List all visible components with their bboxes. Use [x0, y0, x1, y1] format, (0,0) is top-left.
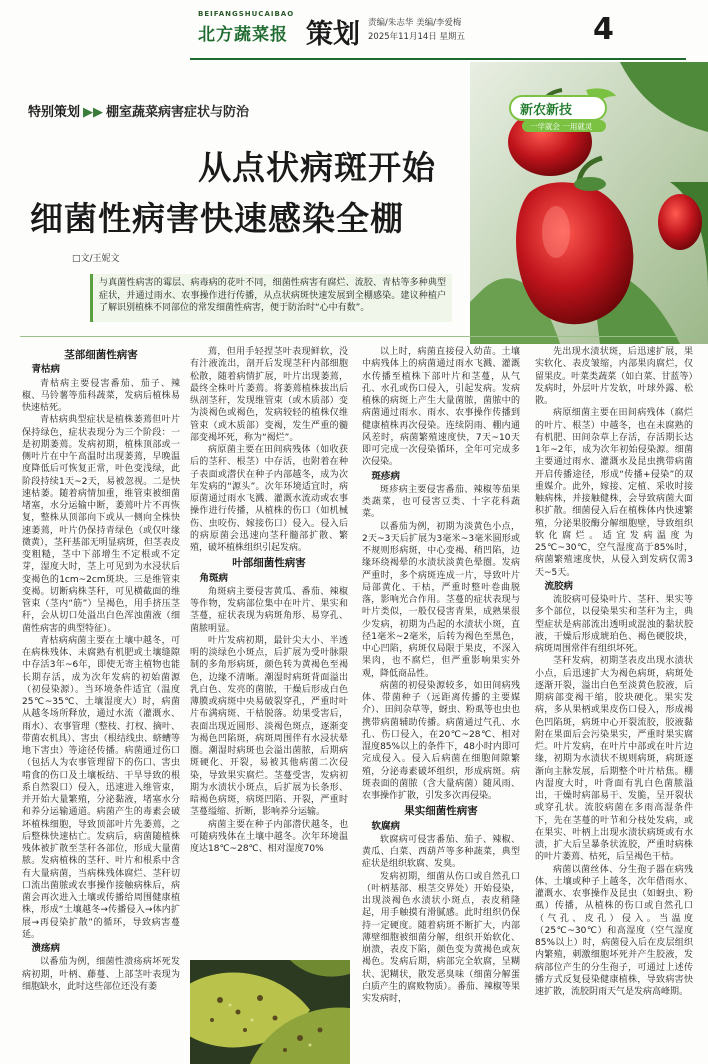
paragraph: 以番茄为例，细菌性溃疡病坏死发病初期，叶柄、藤蔓、上部茎叶表现为细胞缺水，此时这些部位还没有萎: [22, 957, 180, 992]
special-topic-label: [28, 101, 249, 120]
paragraph: 病菌以菌丝体、分生孢子器在病残体、土壤或种子上越冬，次年借雨水、灌溉水、农事操作及昆虫（如蚜虫、粉虱）传播，从植株的伤口或自然孔口（气孔、皮孔）侵入。当温度（25℃~30℃）和高湿度（空气湿度85%以上）时，病菌侵入后在皮层组织内繁殖，刺激细胞坏死并产生胶液，发病部位产生的分生孢子，可通过上述传播方式反复侵染健康植株，导致病害快速扩散，流胶阴雨天气是发病高峰期。: [535, 864, 693, 997]
section-name: 策划: [306, 19, 360, 50]
new-tech-badge: [508, 86, 620, 134]
paragraph: 青枯病主要侵害番茄、茄子、辣椒、马铃薯等茄科蔬菜，发病后植株易快速枯死。: [22, 378, 180, 413]
badge-title: 新农新技: [520, 103, 573, 118]
logo-pinyin: BEIFANGSHUCAIBAO: [198, 10, 295, 18]
subhead-kuiyang: 溃疡病: [31, 943, 61, 954]
paragraph: 先出现水渍状斑，后迅速扩展，果实软化、表皮皱缩，内部果肉腐烂，仅留果皮。叶菜类蔬菜（如白菜、甘蓝等）发病时，外层叶片发软，叶球外露、松散。: [535, 347, 693, 406]
paragraph: 蔫，但用手轻捏茎叶表现鲜软，没有汁液流出，剖开后发现茎秆内部细胞松散，随着病情扩展，叶片出现萎蔫，最终全株叶片萎蔫。将萎蔫植株拔出后纵剖茎秆，发现维管束（或木质部）变为淡褐色或褐色，发病较轻的植株仅维管束（或木质部）变褐，发生严重的髓部变褐坏死，称为“褐烂”。: [190, 347, 348, 443]
paragraph: 青枯病病菌主要在土壤中越冬，可在病株残体、未腐熟有机肥或土壤缝隙中存活3年~6年，即使无寄主植物也能长期存活，成为次年发病的初始菌源（初侵染源）。当环境条件适宜（温度25℃~35℃、土壤湿度大）时，病菌从越冬场所释放，通过水流（灌溉水、雨水）、农事管理（整枝、打杈、摘叶、带菌农机具）、害虫（根结线虫、蛴螬等地下害虫）等途径传播。病菌通过伤口（包括人为农事管理留下的伤口、害虫啃食的伤口及土壤板结、干旱导致的根系自然裂口）侵入，迅速进入维管束，并开始大量繁殖，分泌黏液，堵塞水分和养分运输通道。病菌产生的毒素会破坏植株细胞，导致顶部叶片先萎蔫，之后整株快速枯亡。发病后，病菌随植株残体被扩散至茎秆各部位，形成大量菌脓。发病植株的茎秆、叶片和根系中含有大量病菌，当病株残体腐烂、茎秆切口流出菌脓或农事操作接触病株后，病菌会再次进入土壤或传播给周围健康植株，形成“土壤越冬→传播侵入→体内扩展→再侵染扩散”的循环，导致病害蔓延。: [22, 635, 180, 940]
paragraph: 茎秆发病，初期茎表皮出现水渍状小点，后迅速扩大为褐色病斑，病斑处逐渐开裂，溢出白色至淡黄色胶液，后期病部变褐干缩，胶块硬化。果实发病，多从果柄或果皮伤口侵入，形成褐色凹陷斑，病斑中心开裂流胶，胶液黏附在果面后会污染果实，严重时果实腐烂。叶片发病，在叶片中部或在叶片边缘，初期为水渍状不规则病斑，病斑逐渐向主脉发展，后期整个叶片枯焦。棚内湿度大时，叶背面有乳白色菌脓溢出，干燥时病部易干、发脆，呈开裂状或穿孔状。流胶病菌在多雨高湿条件下，先在茎蔓的叶节和分枝处发病，或在果实、叶柄上出现水渍状病斑或有水渍，扩大后呈暴条状流胶，严重时病株的叶片萎蔫、枯死，后呈褐色干枯。: [535, 656, 693, 863]
subhead-qingku: 青枯病: [31, 364, 61, 376]
paragraph: 病菌的初侵染源较多，如田间病残体、带菌种子（远距离传播的主要媒介）、田间杂草等，蚜虫、粉虱等也虫也携带病菌辅助传播。病菌通过气孔、水孔、伤口侵入，在20℃~28℃、相对湿度85%以上的条件下，48小时内即可完成侵入。侵入后病菌在细胞间隙繁殖，分泌毒素破坏组织，形成病斑。病斑表面的菌脓（含大量病菌）随风雨、农事操作扩散，引发多次再侵染。: [362, 680, 520, 801]
intro-summary: 与真菌性病害的霉层、病毒病的花叶不同，细菌性病害有腐烂、流胶、青枯等多种典型症状，并通过雨水、农事操作进行传播，从点状病斑快速发展到全棚感染。建议种植户了解识别植株不同部位的常发细菌性病害，便于防治时“心中有数”。: [90, 274, 452, 322]
paragraph: 病原细菌主要在田间病残体（腐烂的叶片、根茎）中越冬，也在未腐熟的有机肥、田间杂草上存活，存活期长达1年~2年，成为次年初始侵染源。细菌主要通过雨水、灌溉水及昆虫携带病菌开启传播途径，形成“传播+侵染”的双重媒介。此外，嫁接、定植、采收时接触病株，并接触健株，会导致病菌大面积扩散。细菌侵入后在植株体内快速繁殖，分泌果胶酶分解细胞壁，导致组织软化腐烂。适宜发病温度为25℃~30℃，空气湿度高于85%时，病菌繁殖速度快，从侵入到发病仅需3天~5天。: [535, 408, 693, 578]
masthead-rule: [190, 58, 686, 60]
article-column-2: [190, 346, 348, 1058]
headline-line1: 从点状病斑开始: [198, 148, 436, 187]
paragraph: 病菌主要在种子内部潜伏越冬，也可随病残体在土壤中越冬。次年环境温度达18℃~28℃、相对湿度70%: [190, 819, 348, 854]
paragraph: 叶片发病初期，最针尖大小、半透明的淡绿色小斑点，后扩展为受叶脉限制的多角形病斑，颜色转为黄褐色至褐色，边缘不清晰。潮湿时病斑背面溢出乳白色、发亮的菌脓，干燥后形成白色薄膜或病斑中央易破裂穿孔，严重时叶片布满病斑、干枯脱落。幼果受害后，表面出现近圆形、淡褐色斑点，逐渐变为褐色凹陷斑，病斑周围伴有水浸状晕圈。潮湿时病斑也会溢出菌脓，后期病斑硬化、开裂，易被其他病菌二次侵染，导致果实腐烂。茎蔓受害，发病初期为水渍状小斑点，后扩展为长条形、暗褐色病斑，病斑凹陷、开裂，严重时茎蔓缢缩、折断，影响养分运输。: [190, 635, 348, 818]
paragraph: 以番茄为例，初期为淡黄色小点，2天~3天后扩展为3毫米~3毫米圆形或不规则形病斑，中心变褐、稍凹陷，边缘环绕褐晕的水渍状淡黄色晕圈。发病严重时，多个病斑连成一片，导致叶片局部黄化、干枯，严重时整叶卷曲脱落，影响光合作用。茎蔓的症状表现与叶片类似，一般仅侵害青果，成熟果很少发病，初期为凸起的水渍状小斑，直径1毫米~2毫米，后转为褐色至黑色，中心凹陷，病斑仅局限于果皮，不深入果肉，也不腐烂，但严重影响果实外观，降低商品性。: [362, 521, 520, 679]
article-column-4: [535, 346, 693, 1058]
byline: □文/王妮文: [72, 254, 120, 264]
diseased-leaf-photo: [190, 960, 350, 1064]
editors-line: 责编/朱志华 美编/李爱梅: [368, 18, 462, 28]
double-chevron-icon: ▶▶: [83, 105, 104, 120]
paragraph: 斑疹病主要侵害番茄、辣椒等茄果类蔬菜，也可侵害豆类、十字花科蔬菜。: [362, 484, 520, 520]
special-label: 特别策划: [28, 105, 81, 120]
section-divider: [20, 336, 696, 337]
paragraph: 青枯病典型症状是植株萎蔫但叶片保持绿色，症状表现分为三个阶段：一是初期萎蔫。发病初期，植株顶部或一侧叶片在中午高温时出现萎蔫，早晚温度降低后可恢复正常，叶色变浅绿，此阶段持续1天~2天，易被忽视。二是快速枯萎。随着病情加重，维管束被细菌堵塞，水分运输中断，萎蔫叶片不再恢复，整株从顶部向下或从一侧向全株快速萎蔫，叶片仍保持青绿色（或仅叶缘微黄），茎秆基部无明显病斑，但茎表皮变粗糙，茎中下部增生不定根或不定芽，湿度大时，茎上可见到为水浸状后变褐色的1cm~2cm斑块。三是维管束变褐。切断病株茎秆，可见横截面的维管束（茎内“筋”）呈褐色，用手挤压茎秆，会从切口处溢出白色浑浊菌液（细菌性病害的典型特征）。: [22, 415, 180, 634]
article-column-3: [362, 346, 520, 1058]
paragraph: 软腐病可侵害番茄、茄子、辣椒、黄瓜、白菜、西葫芦等多种蔬菜，典型症状是组织软腐、发臭。: [362, 834, 520, 870]
paragraph: 以上时，病菌直接侵入幼苗。土壤中病残体上的病菌通过雨水飞溅、灌溉水传播至植株下部叶片和茎蔓，从气孔、水孔或伤口侵入，引起发病。发病植株的病斑上产生大量菌脓，菌脓中的病菌通过雨水、雨水、农事操作传播到健康植株再次侵染。连续阴雨、棚内通风差时，病菌繁殖速度快，7天~10天即可完成一次侵染循环，全年可完成多次侵染。: [362, 347, 520, 468]
subhead-leaf: 叶部细菌性病害: [232, 557, 306, 570]
badge-tagline: 一学就会 一用就灵: [530, 122, 593, 131]
diseased-leaf-icon: [190, 960, 350, 1064]
subhead-ruanfu: 软腐病: [371, 820, 401, 832]
paragraph: 流胶病可侵染叶片、茎秆、果实等多个部位，以侵染果实和茎秆为主，典型症状是病部流出透明或混浊的黏状胶液，干燥后形成琥珀色、褐色硬胶块，病斑周围常伴有组织坏死。: [535, 595, 693, 654]
paragraph: 角斑病主要侵害黄瓜、番茄、辣椒等作物，发病部位集中在叶片、果实和茎蔓，症状表现为病斑角形、易穿孔、菌脓明显。: [190, 586, 348, 634]
special-topic: 棚室蔬菜病害症状与防治: [106, 105, 250, 120]
subhead-liujiao: 流胶病: [544, 580, 574, 592]
newspaper-logo: 北方蔬菜报: [198, 25, 288, 45]
subhead-banxi: 斑疹病: [371, 470, 401, 482]
article-column-1: [22, 346, 180, 1016]
subhead-stem: 茎部细菌性病害: [64, 349, 138, 361]
subhead-fruit: 果实细菌性病害: [404, 805, 478, 818]
page-number: 4: [593, 12, 614, 47]
issue-date: 2025年11月14日 星期五: [368, 32, 465, 42]
headline-line2: 细菌性病害快速感染全棚: [30, 199, 404, 238]
subhead-jiaoban: 角斑病: [199, 572, 229, 584]
paragraph: 病原菌主要在田间病残体（如收获后的茎秆、根茎）中存活，也附着在种子表面或潜伏在种子内部越冬，成为次年发病的“源头”。次年环境适宜时，病原菌通过雨水飞溅、灌溉水流动或农事操作进行传播，从植株的伤口（如机械伤、虫咬伤、嫁接伤口）侵入。侵入后的病原菌会迅速向茎秆髓部扩散、繁殖，破坏植株组织引起发病。: [190, 445, 348, 553]
paragraph: 发病初期，细菌从伤口或自然孔口（叶柄基部、根茎交界处）开始侵染，出现淡褐色水渍状小斑点，表皮稍隆起，用手触摸有滑腻感。此时组织仍保持一定硬度。随着病斑不断扩大，内部薄壁细胞被细菌分解，组织开始软化、崩溃，表皮下陷，颜色变为黄褐色或灰褐色。发病后期，病部完全软腐，呈糊状、泥糊状，散发恶臭味（细菌分解蛋白质产生的腐败物质）。番茄、辣椒等果实发病时，: [362, 871, 520, 1004]
